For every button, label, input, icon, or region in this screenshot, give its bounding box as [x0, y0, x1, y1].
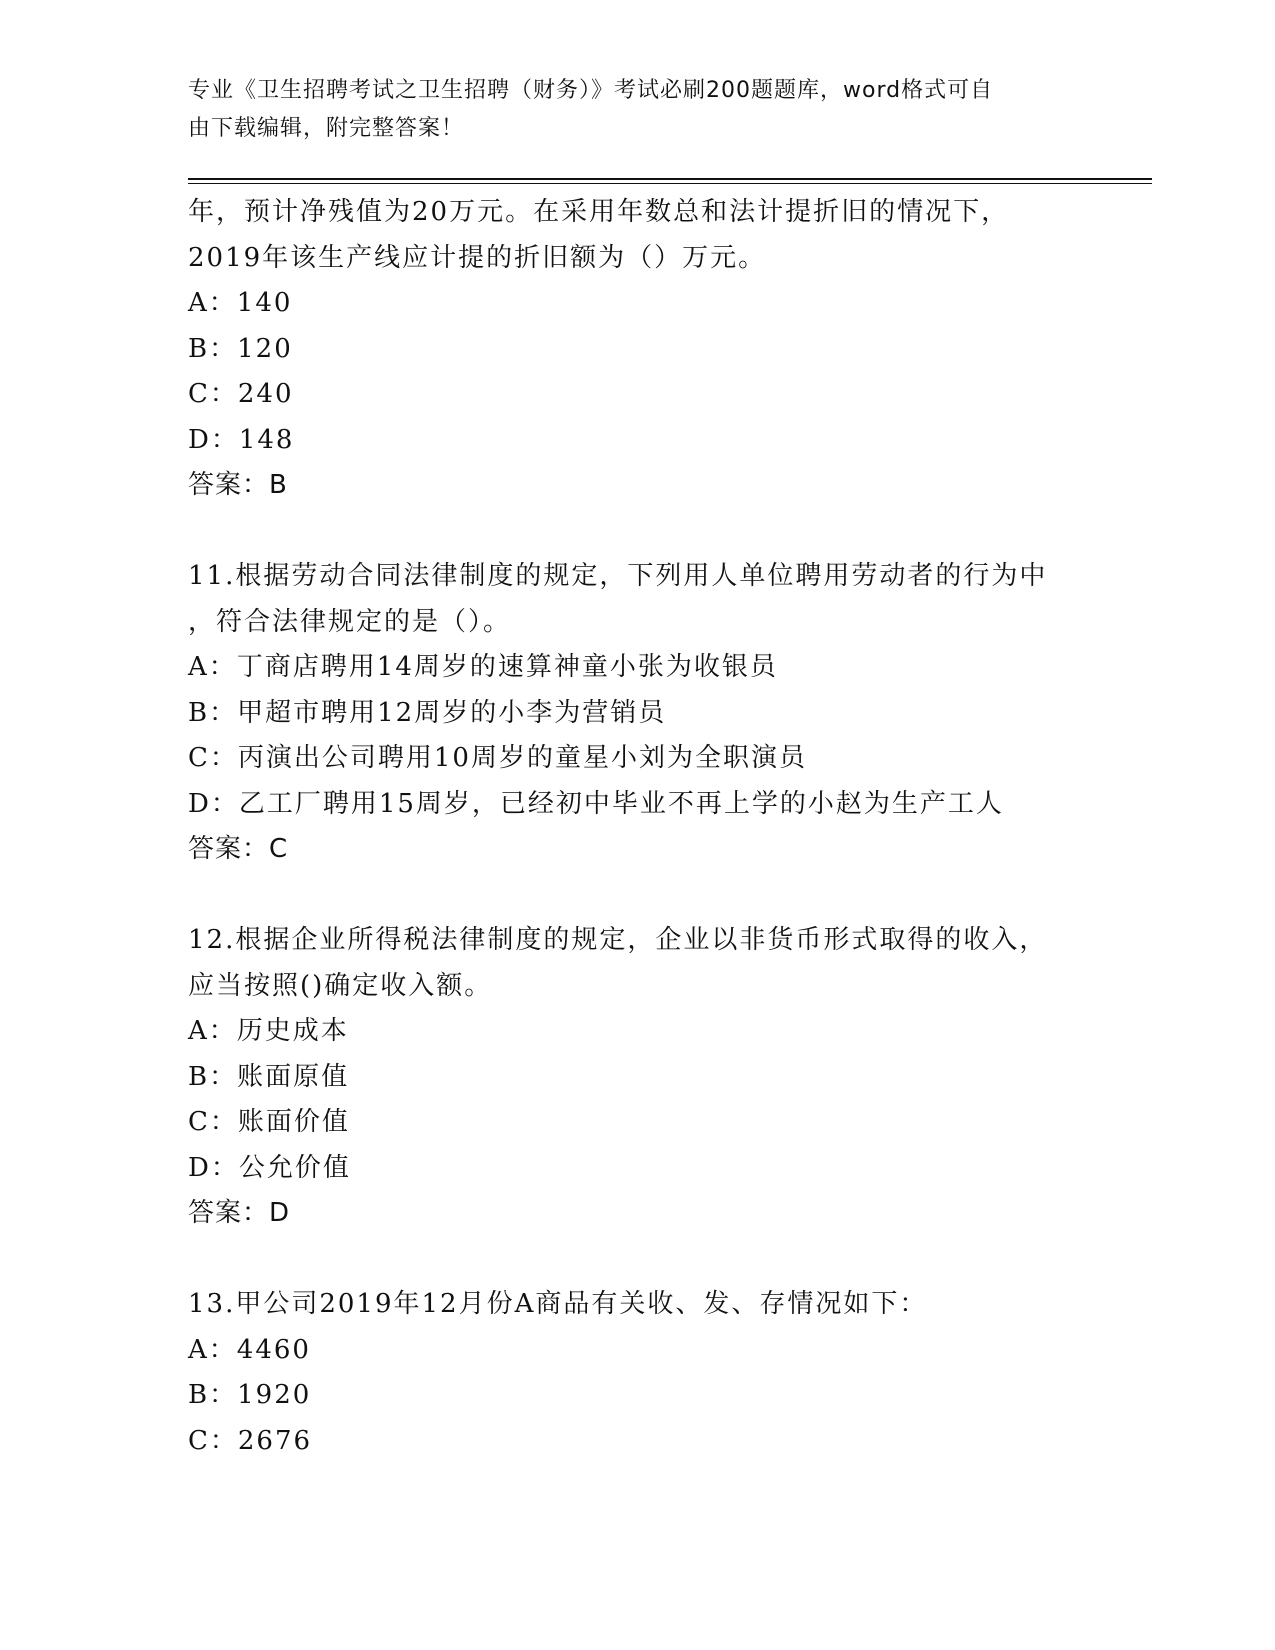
option-b: B：账面原值	[188, 1061, 350, 1092]
question-list	[188, 190, 1152, 1464]
option-a: A：140	[188, 288, 293, 318]
header-line-2: 由下载编辑，附完整答案！	[188, 116, 465, 141]
header-divider-thick	[188, 178, 1152, 180]
question-text: 11.根据劳动合同法律制度的规定，下列用人单位聘用劳动者的行为中	[188, 561, 1048, 591]
document-header	[188, 72, 1068, 148]
option-a: A：4460	[188, 1334, 311, 1365]
question-text: 年，预计净残值为20万元。在采用年数总和法计提折旧的情况下，	[188, 197, 1010, 227]
question-text: 2019年该生产线应计提的折旧额为（）万元。	[188, 242, 767, 273]
question-text: ，符合法律规定的是（）。	[188, 606, 512, 637]
option-b: B：甲超市聘用12周岁的小李为营销员	[188, 697, 667, 728]
question-10	[188, 190, 1152, 509]
option-b: B：120	[188, 333, 293, 364]
spacer	[188, 509, 1152, 555]
question-13	[188, 1282, 1152, 1464]
question-text: 13.甲公司2019年12月份A商品有关收、发、存情况如下：	[188, 1289, 928, 1319]
option-d: D：148	[188, 424, 295, 455]
question-11	[188, 554, 1152, 873]
spacer	[188, 1237, 1152, 1283]
spacer	[188, 873, 1152, 919]
option-a: A：丁商店聘用14周岁的速算神童小张为收银员	[188, 652, 778, 682]
option-d: D：公允价值	[188, 1152, 351, 1183]
option-d: D：乙工厂聘用15周岁，已经初中毕业不再上学的小赵为生产工人	[188, 788, 1004, 819]
option-a: A：历史成本	[188, 1016, 349, 1046]
question-12	[188, 918, 1152, 1237]
header-divider-thin	[188, 183, 1152, 184]
option-c: C：账面价值	[188, 1107, 350, 1137]
option-c: C：丙演出公司聘用10周岁的童星小刘为全职演员	[188, 743, 807, 773]
header-line-1: 专业《卫生招聘考试之卫生招聘（财务）》考试必刷200题题库，word格式可自	[188, 78, 994, 103]
question-text: 应当按照()确定收入额。	[188, 970, 493, 1001]
option-c: C：2676	[188, 1425, 313, 1456]
question-text: 12.根据企业所得税法律制度的规定，企业以非货币形式取得的收入，	[188, 925, 1048, 955]
option-c: C：240	[188, 379, 294, 409]
answer-label: 答案：D	[188, 1198, 291, 1228]
answer-label: 答案：B	[188, 470, 288, 500]
option-b: B：1920	[188, 1380, 312, 1410]
answer-label: 答案：C	[188, 834, 289, 864]
